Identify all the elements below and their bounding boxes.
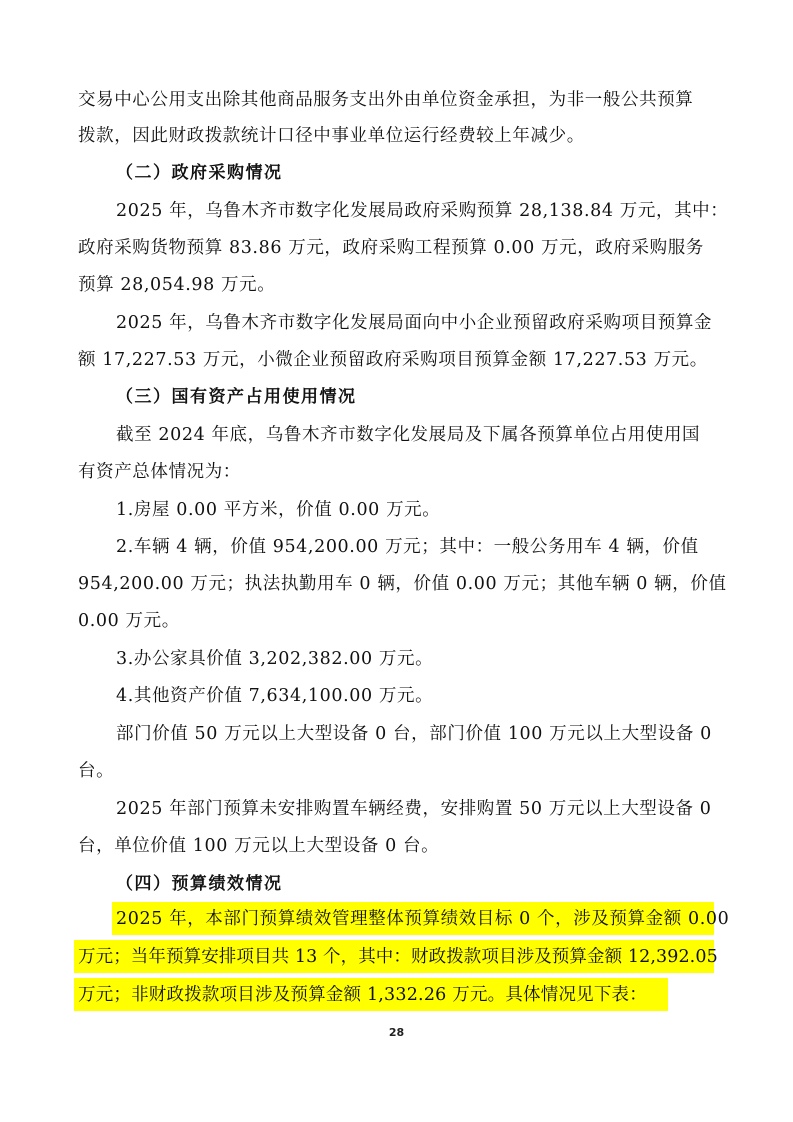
performance-line-3: 万元；非财政拨款项目涉及预算金额 1,332.26 万元。具体情况见下表： [78,985,647,1005]
assets-item-4: 4.其他资产价值 7,634,100.00 万元。 [116,686,434,706]
assets-equipment-line-1: 部门价值 50 万元以上大型设备 0 台，部门价值 100 万元以上大型设备 0 [116,724,712,744]
performance-line-2: 万元；当年预算安排项目共 13 个，其中：财政拨款项目涉及预算金额 12,392.05 [78,947,718,967]
section-heading-procurement: （二）政府采购情况 [116,163,283,183]
page-number: 28 [388,1026,405,1039]
assets-intro-line-2: 有资产总体情况为： [78,462,241,482]
procurement-p2-line-1: 2025 年，乌鲁木齐市数字化发展局面向中小企业预留政府采购项目预算金 [116,313,713,333]
section-heading-assets: （三）国有资产占用使用情况 [116,387,357,407]
assets-item-3: 3.办公家具价值 3,202,382.00 万元。 [116,649,434,669]
procurement-p1-line-1: 2025 年，乌鲁木齐市数字化发展局政府采购预算 28,138.84 万元，其中： [116,201,729,221]
section-heading-performance: （四）预算绩效情况 [116,874,283,894]
assets-intro-line-1: 截至 2024 年底，乌鲁木齐市数字化发展局及下属各预算单位占用使用国 [116,425,701,445]
assets-plan-line-1: 2025 年部门预算未安排购置车辆经费，安排购置 50 万元以上大型设备 0 [116,799,712,819]
procurement-p2-line-2: 额 17,227.53 万元，小微企业预留政府采购项目预算金额 17,227.53 万元。 [78,350,708,370]
performance-line-1: 2025 年，本部门预算绩效管理整体预算绩效目标 0 个，涉及预算金额 0.00 [116,909,730,929]
assets-plan-line-2: 台，单位价值 100 万元以上大型设备 0 台。 [78,836,440,856]
assets-item-2-line-1: 2.车辆 4 辆，价值 954,200.00 万元；其中：一般公务用车 4 辆，价值 [116,537,699,557]
assets-item-1: 1.房屋 0.00 平方米，价值 0.00 万元。 [116,500,441,520]
procurement-p1-line-3: 预算 28,054.98 万元。 [78,275,276,295]
carryover-line-2: 拨款，因此财政拨款统计口径中事业单位运行经费较上年减少。 [78,126,585,146]
assets-equipment-line-2: 台。 [78,761,115,781]
assets-item-2-line-2: 954,200.00 万元；执法执勤用车 0 辆，价值 0.00 万元；其他车辆 0 辆，价值 [78,574,727,594]
assets-item-2-line-3: 0.00 万元。 [78,611,180,631]
carryover-line-1: 交易中心公用支出除其他商品服务支出外由单位资金承担，为非一般公共预算 [78,90,694,110]
procurement-p1-line-2: 政府采购货物预算 83.86 万元，政府采购工程预算 0.00 万元，政府采购服务 [78,238,704,258]
